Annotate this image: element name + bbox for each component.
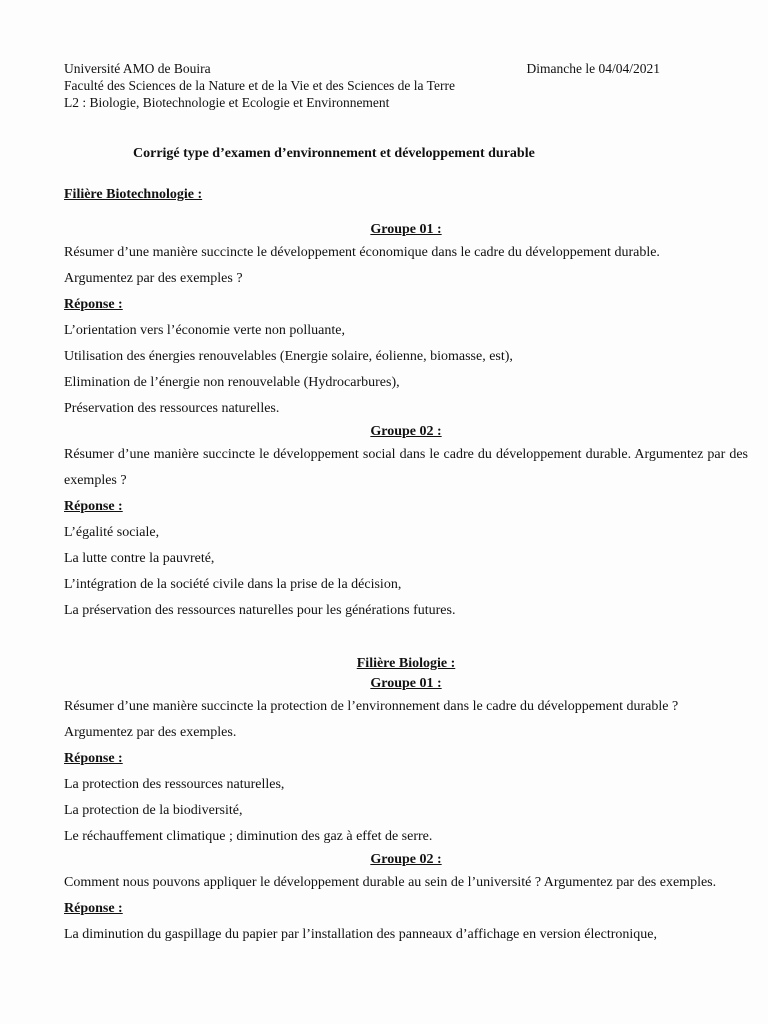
header-top-row: [64, 60, 660, 77]
reponse-label: Réponse :: [64, 297, 123, 312]
answer-line: La préservation des ressources naturelles pour les générations futures.: [64, 603, 456, 618]
answer-line: L’intégration de la société civile dans la prise de la décision,: [64, 577, 402, 592]
group-heading: Groupe 01 :: [370, 676, 442, 691]
filiere-biologie-heading: Filière Biologie :: [356, 656, 456, 671]
answer-line: Le réchauffement climatique ; diminution des gaz à effet de serre.: [64, 829, 433, 844]
document-header: [64, 60, 704, 111]
group-heading: Groupe 02 :: [370, 424, 442, 439]
reponse-label: Réponse :: [64, 499, 123, 514]
answer-line: La protection de la biodiversité,: [64, 803, 243, 818]
answer-line: Elimination de l’énergie non renouvelable (Hydrocarbures),: [64, 375, 400, 390]
study-level: L2 : Biologie, Biotechnologie et Ecologie et Environnement: [64, 95, 390, 110]
filiere-biotechnologie-heading: Filière Biotechnologie :: [64, 187, 203, 202]
exam-date: Dimanche le 04/04/2021: [526, 61, 660, 76]
reponse-label: Réponse :: [64, 751, 123, 766]
document-title: Corrigé type d’examen d’environnement et développement durable: [133, 146, 535, 161]
university-name: Université AMO de Bouira: [64, 61, 211, 76]
question-text: Résumer d’une manière succincte le développement social dans le cadre du développement durable. Argumentez par des exemples ?: [64, 447, 748, 488]
document-body: [64, 184, 748, 948]
reponse-label: Réponse :: [64, 901, 123, 916]
question-text: Comment nous pouvons appliquer le développement durable au sein de l’université ? Argumentez par des exemples.: [64, 875, 717, 890]
faculty-name: Faculté des Sciences de la Nature et de la Vie et des Sciences de la Terre: [64, 78, 455, 93]
group-heading: Groupe 01 :: [370, 222, 442, 237]
answer-line: L’orientation vers l’économie verte non polluante,: [64, 323, 345, 338]
answer-line: La protection des ressources naturelles,: [64, 777, 285, 792]
answer-line: La diminution du gaspillage du papier par l’installation des panneaux d’affichage en version électronique,: [64, 927, 657, 942]
question-text: Résumer d’une manière succincte le développement économique dans le cadre du développement durable. Argumentez par des exemples ?: [64, 245, 660, 286]
answer-line: Préservation des ressources naturelles.: [64, 401, 280, 416]
answer-line: L’égalité sociale,: [64, 525, 160, 540]
answer-line: La lutte contre la pauvreté,: [64, 551, 215, 566]
question-text: Résumer d’une manière succincte la protection de l’environnement dans le cadre du développement durable ? Argumentez par des exemples.: [64, 699, 679, 740]
answer-line: Utilisation des énergies renouvelables (Energie solaire, éolienne, biomasse, est),: [64, 349, 513, 364]
group-heading: Groupe 02 :: [370, 852, 442, 867]
